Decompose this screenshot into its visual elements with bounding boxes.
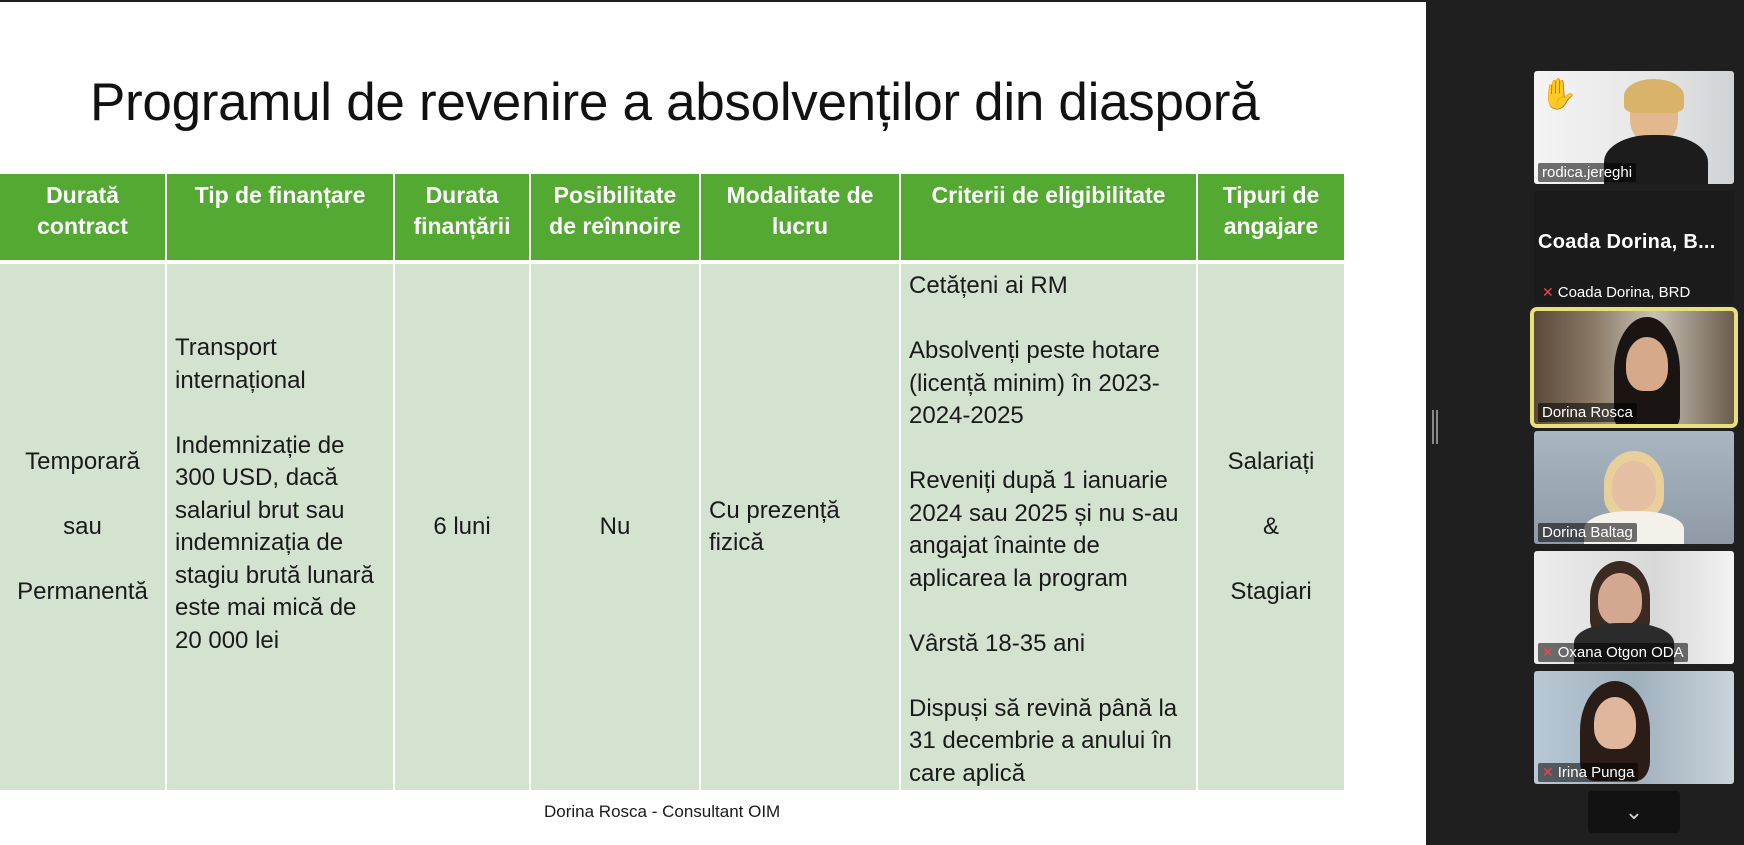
header-posibilitate-reinnoire: Posibilitate de reînnoire <box>530 174 700 262</box>
participant-tile[interactable] <box>1534 71 1734 184</box>
header-tipuri-angajare: Tipuri de angajare <box>1197 174 1344 262</box>
cell-durata-contract: Temporară sau Permanentă <box>0 262 166 790</box>
cell-reinnoire: Nu <box>530 262 700 790</box>
participant-tile[interactable] <box>1534 551 1734 664</box>
participant-tile[interactable] <box>1534 671 1734 784</box>
header-tip-finantare: Tip de finanțare <box>166 174 394 262</box>
participant-display-name: Coada Dorina, B... <box>1538 231 1716 253</box>
panel-resize-handle[interactable] <box>1432 410 1438 444</box>
cell-criterii: Cetățeni ai RM Absolvenți peste hotare (licență minim) în 2023-2024-2025 Reveniți după 1 ianuarie 2024 sau 2025 și nu s-au angajat înainte de aplicarea la program Vârstă 18-35 ani Dispuși să revină până la 31 decembrie a anului în care aplică <box>900 262 1197 790</box>
mic-muted-icon: ✕ <box>1542 284 1554 300</box>
participant-name: ✕ Irina Punga <box>1538 763 1638 782</box>
header-durata-finantarii: Durata finanțării <box>394 174 530 262</box>
cell-durata-finantarii: 6 luni <box>394 262 530 790</box>
raised-hand-icon: ✋ <box>1540 78 1578 111</box>
participant-tile[interactable] <box>1534 431 1734 544</box>
table-row <box>0 262 1344 790</box>
cell-tipuri-angajare: Salariați & Stagiari <box>1197 262 1344 790</box>
participant-name: ✕ Oxana Otgon ODA <box>1538 643 1688 662</box>
participant-name: ✕ Coada Dorina, BRD <box>1542 284 1691 301</box>
gallery-scroll-down-button[interactable] <box>1588 791 1680 833</box>
chevron-down-icon: ⌄ <box>1624 799 1644 824</box>
mic-muted-icon: ✕ <box>1542 764 1554 780</box>
table-header-row <box>0 174 1344 262</box>
cell-tip-finantare: Transport internațional Indemnizație de 300 USD, dacă salariul brut sau indemnizația de stagiu brută lunară este mai mică de 20 000 lei <box>166 262 394 790</box>
participant-tile-active-speaker[interactable] <box>1534 311 1734 424</box>
cell-modalitate: Cu prezență fizică <box>700 262 900 790</box>
header-durata-contract: Durată contract <box>0 174 166 262</box>
slide-footer: Dorina Rosca - Consultant OIM <box>544 802 781 821</box>
participant-tile[interactable] <box>1534 191 1734 304</box>
slide-title: Programul de revenire a absolvenților din diasporă <box>90 73 1260 132</box>
participant-name: Dorina Baltag <box>1538 523 1637 542</box>
participant-name: Dorina Rosca <box>1538 403 1637 422</box>
mic-muted-icon: ✕ <box>1542 644 1554 660</box>
participant-name: rodica.jereghi <box>1538 163 1636 182</box>
header-criterii-eligibilitate: Criterii de eligibilitate <box>900 174 1197 262</box>
program-table <box>0 174 1344 790</box>
shared-screen-slide <box>0 2 1426 845</box>
header-modalitate-lucru: Modalitate de lucru <box>700 174 900 262</box>
